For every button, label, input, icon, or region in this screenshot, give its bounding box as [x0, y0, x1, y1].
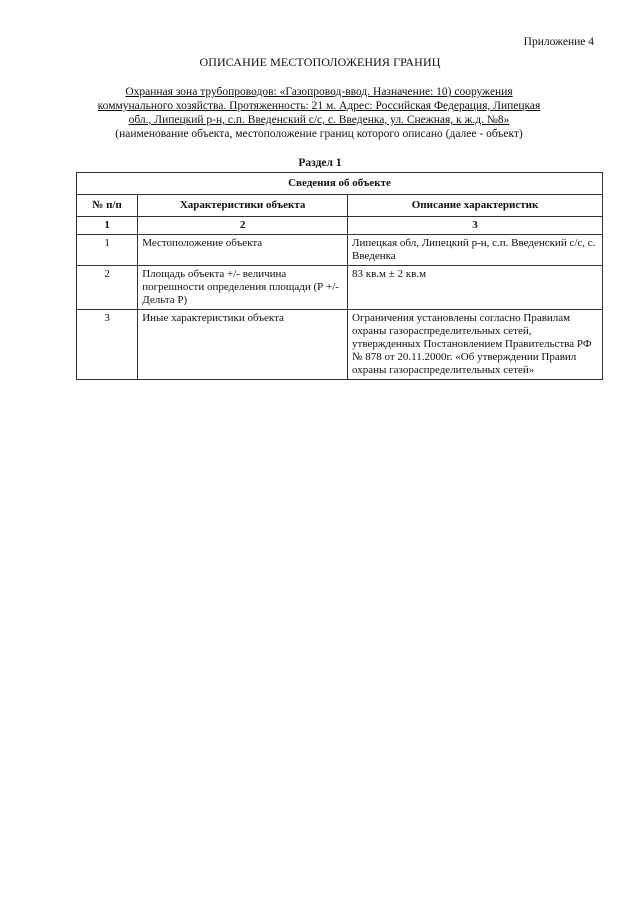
- table-title-row: [77, 173, 603, 195]
- table-header-row: [77, 195, 603, 217]
- object-info-table: [76, 172, 603, 380]
- table-title: Сведения об объекте: [77, 173, 603, 195]
- row-characteristic: Местоположение объекта: [138, 235, 348, 266]
- object-name-line-3: обл., Липецкий р-н, с.п. Введенский с/с, с. Введенка, ул. Снежная, к ж.д. №8»: [128, 114, 510, 126]
- object-description: [84, 85, 554, 141]
- section-title: Раздел 1: [298, 157, 342, 169]
- column-header-num: № п/п: [77, 195, 138, 217]
- row-num: 3: [77, 310, 138, 380]
- object-name-line-2: коммунального хозяйства. Протяженность: 21 м. Адрес: Российская Федерация, Липецкая: [97, 100, 541, 112]
- row-description: 83 кв.м ± 2 кв.м: [348, 266, 603, 310]
- row-description: Липецкая обл, Липецкий р-н, с.п. Введенский с/с, с. Введенка: [348, 235, 603, 266]
- column-number-row: [77, 217, 603, 235]
- table-row: [77, 266, 603, 310]
- appendix-label: Приложение 4: [523, 36, 594, 48]
- row-characteristic: Иные характеристики объекта: [138, 310, 348, 380]
- object-name-line-1: Охранная зона трубопроводов: «Газопровод-ввод. Назначение: 10) сооружения: [125, 86, 513, 98]
- row-characteristic: Площадь объекта +/- величина погрешности определения площади (Р +/- Дельта Р): [138, 266, 348, 310]
- table-row: [77, 310, 603, 380]
- object-caption: (наименование объекта, местоположение границ которого описано (далее - объект): [115, 128, 523, 140]
- column-header-description: Описание характеристик: [348, 195, 603, 217]
- table-row: [77, 235, 603, 266]
- column-header-characteristic: Характеристики объекта: [138, 195, 348, 217]
- row-num: 1: [77, 235, 138, 266]
- column-number-3: 3: [348, 217, 603, 235]
- document-title: ОПИСАНИЕ МЕСТОПОЛОЖЕНИЯ ГРАНИЦ: [199, 55, 441, 69]
- row-description: Ограничения установлены согласно Правилам охраны газораспределительных сетей, утвержденных Постановлением Правительства РФ № 878 от 20.11.2000г. «Об утверждении Правил охраны газораспределительных сетей»: [348, 310, 603, 380]
- column-number-2: 2: [138, 217, 348, 235]
- row-num: 2: [77, 266, 138, 310]
- column-number-1: 1: [77, 217, 138, 235]
